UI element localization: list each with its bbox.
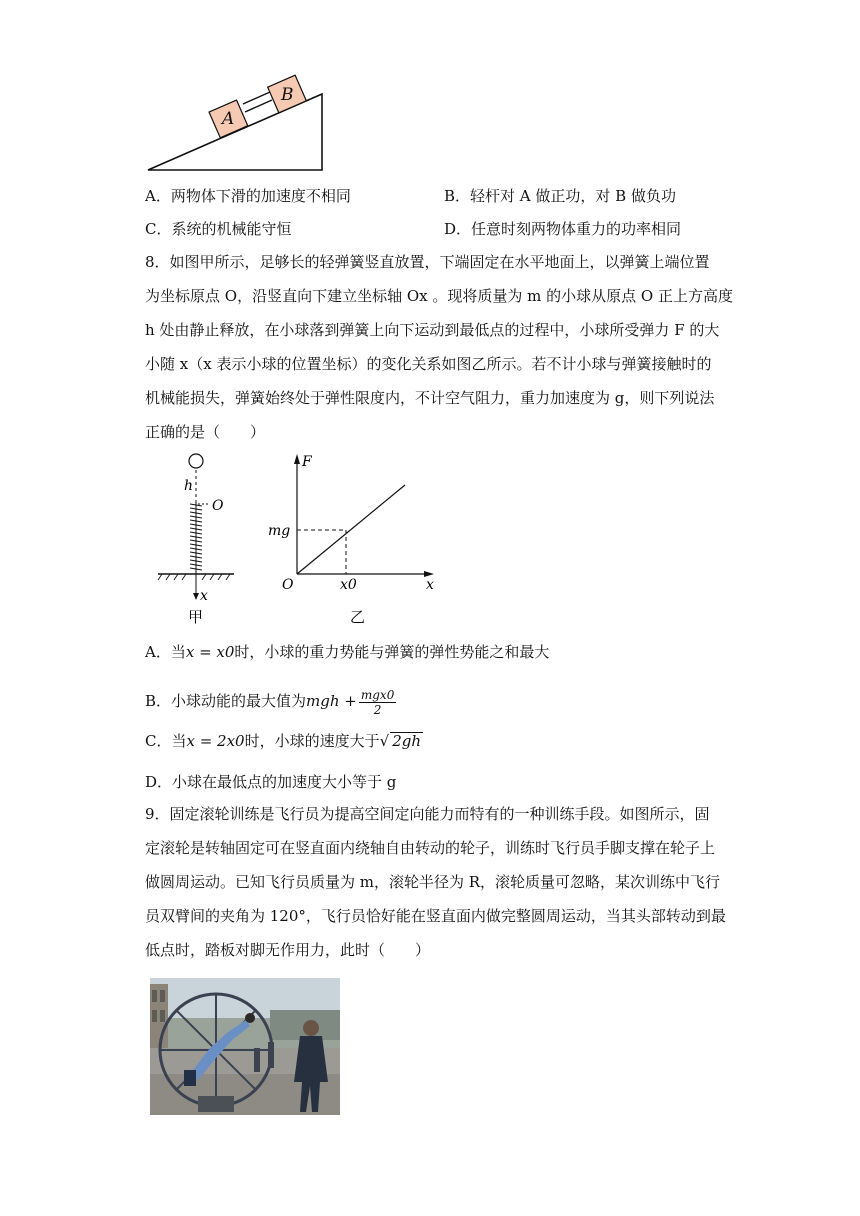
q7-option-c: C．系统的机械能守恒 (145, 220, 292, 238)
q8-option-c: C．当x = 2x0时，小球的速度大于√ 2gh (145, 732, 421, 750)
label-x-yi: x (426, 577, 434, 593)
incline-figure (140, 68, 335, 174)
q8-stem-line-3: h 处由静止释放，在小球落到弹簧上向下运动到最低点的过程中，小球所受弹力 F 的大 (145, 321, 720, 339)
q7-option-b: B．轻杆对 A 做正功，对 B 做负功 (444, 187, 676, 205)
label-h: h (184, 478, 194, 494)
q8-option-d: D．小球在最低点的加速度大小等于 g (145, 773, 397, 791)
q8-stem-line-5: 机械能损失，弹簧始终处于弹性限度内，不计空气阻力，重力加速度为 g，则下列说法 (145, 389, 715, 407)
q9-stem-line-1: 9．固定滚轮训练是飞行员为提高空间定向能力而特有的一种训练手段。如图所示，固 (145, 805, 710, 823)
label-mg: mg (268, 523, 291, 539)
ball (189, 454, 203, 468)
q8-option-b: B．小球动能的最大值为mgh + $\frac{\text{mgx0}}{2}$ (145, 687, 395, 717)
q8-stem-line-4: 小随 x（x 表示小球的位置坐标）的变化关系如图乙所示。若不计小球与弹簧接触时的 (145, 355, 712, 373)
spring-coil (190, 501, 202, 574)
label-x-jia: x (200, 588, 208, 604)
wheel-training-photo (150, 978, 340, 1115)
label-f: F (302, 454, 312, 470)
fraction: $\frac{\text{mgx0}}{2}$ (360, 687, 395, 717)
q8-option-a: A．当x = x0时，小球的重力势能与弹簧的弹性势能之和最大 (145, 643, 550, 661)
block-a-label: A (222, 109, 235, 129)
force-graph (262, 448, 452, 628)
block-b-label: B (281, 85, 294, 105)
math-x-eq-2x0: x = 2x0 (186, 732, 245, 750)
q9-stem-line-5: 低点时，踏板对脚无作用力，此时（ ） (145, 941, 431, 959)
q7-option-d: D．任意时刻两物体重力的功率相同 (444, 220, 682, 238)
label-o-yi: O (282, 577, 294, 593)
caption-yi: 乙 (350, 608, 366, 626)
q9-stem-line-2: 定滚轮是转轴固定可在竖直面内绕轴自由转动的轮子，训练时飞行员手脚支撑在轮子上 (145, 839, 716, 857)
spring-figure (150, 448, 245, 628)
caption-jia: 甲 (188, 608, 204, 626)
q9-stem-line-3: 做圆周运动。已知飞行员质量为 m，滚轮半径为 R，滚轮质量可忽略，某次训练中飞行 (145, 873, 721, 891)
q8-stem-line-2: 为坐标原点 O，沿竖直向下建立坐标轴 Ox 。现将质量为 m 的小球从原点 O 正上方高度 (145, 287, 733, 305)
q8-stem-line-6: 正确的是（ ） (145, 423, 266, 441)
label-o-jia: O (212, 498, 224, 514)
q9-stem-line-4: 员双臂间的夹角为 120°，飞行员恰好能在竖直面内做完整圆周运动，当其头部转动到最 (145, 907, 726, 925)
q7-option-a: A．两物体下滑的加速度不相同 (145, 187, 351, 205)
q8-stem-line-1: 8．如图甲所示，足够长的轻弹簧竖直放置，下端固定在水平地面上，以弹簧上端位置 (145, 253, 710, 271)
math-mgh: mgh + (306, 692, 357, 710)
sqrt-2gh: 2gh (392, 732, 421, 750)
math-x-eq-x0: x = x0 (185, 643, 235, 661)
label-x0: x0 (340, 577, 357, 593)
